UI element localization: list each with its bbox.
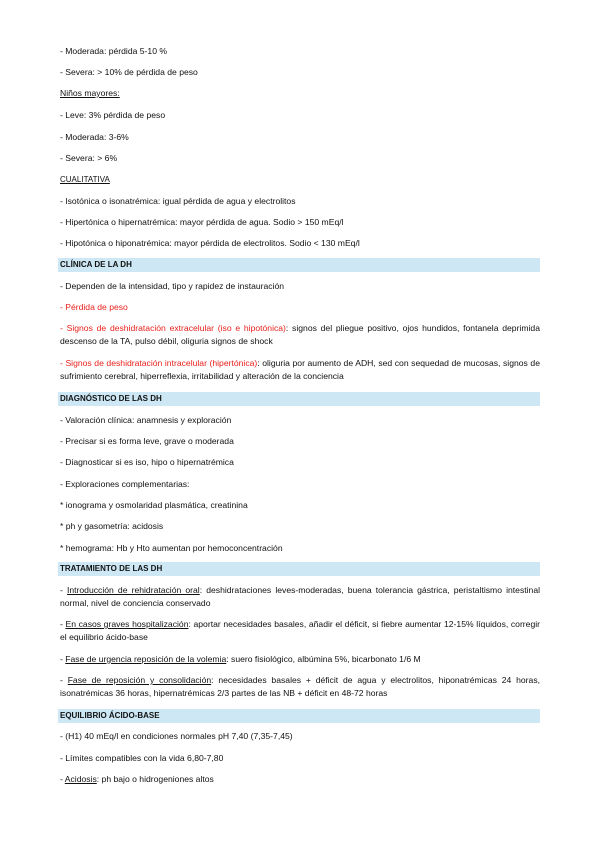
- text-line: * ionograma y osmolaridad plasmática, creatinina: [60, 500, 248, 510]
- underlined-label: Fase de urgencia reposición de la volemia: [65, 654, 227, 664]
- text-line: - Hipertónica o hipernatrémica: mayor pérdida de agua. Sodio > 150 mEq/l: [60, 217, 344, 227]
- underlined-label: Fase de reposición y consolidación: [67, 675, 212, 685]
- red-label: - Signos de deshidratación extracelular (iso e hipotónica): [60, 323, 286, 333]
- text-line: - Diagnosticar si es iso, hipo o hipernatrémica: [60, 457, 234, 467]
- text-line: - Valoración clínica: anamnesis y exploración: [60, 415, 232, 425]
- paragraph-text: : suero fisiológico, albúmina 5%, bicarbonato 1/6 M: [226, 654, 421, 664]
- text-line: - Dependen de la intensidad, tipo y rapidez de instauración: [60, 281, 285, 291]
- paragraph-intracelular: [60, 357, 540, 383]
- red-label: - Signos de deshidratación intracelular (hipertónica): [60, 358, 258, 368]
- section-heading-tratamiento: TRATAMIENTO DE LAS DH: [58, 562, 540, 576]
- dash: -: [60, 619, 66, 629]
- paragraph-rehidratacion-oral: [60, 584, 540, 610]
- text-line: - Exploraciones complementarias:: [60, 479, 190, 489]
- paragraph-text: : deshidrataciones leves-moderadas, buena tolerancia gástrica, peristaltismo intestinal normal, nivel de conciencia conservado: [60, 585, 541, 608]
- text-line: - (H1) 40 mEq/l en condiciones normales pH 7,40 (7,35-7,45): [60, 731, 293, 741]
- text-line-acidosis: [60, 774, 540, 785]
- text-line: - Moderada: 3-6%: [60, 132, 129, 142]
- dash: -: [60, 774, 65, 784]
- text-line: - Hipotónica o hiponatrémica: mayor pérdida de electrolitos. Sodio < 130 mEq/l: [60, 238, 360, 248]
- paragraph-extracelular: [60, 322, 540, 348]
- text-line: - Isotónica o isonatrémica: igual pérdida de agua y electrolitos: [60, 196, 296, 206]
- underlined-label: Introducción de rehidratación oral: [66, 585, 200, 595]
- paragraph-text: : ph bajo o hidrogeniones altos: [96, 774, 214, 784]
- paragraph-text: : oliguria por aumento de ADH, sed con sequedad de mucosas, signos de sufrimiento cerebral, hiperreflexia, irritabilidad y alteración de la conciencia: [60, 358, 540, 381]
- text-line: * ph y gasometría: acidosis: [60, 521, 164, 531]
- text-line: - Severa: > 10% de pérdida de peso: [60, 67, 198, 77]
- dash: -: [60, 654, 66, 664]
- underlined-label: Acidosis: [64, 774, 97, 784]
- section-heading-diagnostico: DIAGNÓSTICO DE LAS DH: [58, 392, 540, 406]
- paragraph-text: : necesidades basales + déficit de agua y electrolitos, hiponatrémicas 24 horas, isonatrémicas 36 horas, hipernatrémicas 2/3 partes de las NB + déficit en 48-72 horas: [60, 675, 541, 698]
- subheading-cualitativa: CUALITATIVA: [60, 175, 110, 184]
- paragraph-fase-reposicion: [60, 674, 540, 700]
- underlined-label: En casos graves hospitalización: [65, 619, 189, 629]
- paragraph-text: : signos del pliegue positivo, ojos hundidos, fontanela deprimida descenso de la TA, pulso débil, oliguria signos de shock: [60, 323, 540, 346]
- dash: -: [60, 675, 68, 685]
- text-line: - Severa: > 6%: [60, 153, 118, 163]
- text-line: - Leve: 3% pérdida de peso: [60, 110, 166, 120]
- paragraph-fase-urgencia: [60, 653, 540, 666]
- text-line: - Límites compatibles con la vida 6,80-7,80: [60, 753, 224, 763]
- subheading-ninos-mayores: Niños mayores:: [60, 88, 120, 98]
- dash: -: [60, 585, 67, 595]
- text-line: - Moderada: pérdida 5-10 %: [60, 46, 168, 56]
- text-line: * hemograma: Hb y Hto aumentan por hemoconcentración: [60, 543, 283, 553]
- text-line: - Precisar si es forma leve, grave o moderada: [60, 436, 234, 446]
- section-heading-acido-base: EQUILIBRIO ÁCIDO-BASE: [58, 709, 540, 723]
- paragraph-casos-graves: [60, 618, 540, 644]
- paragraph-text: : aportar necesidades basales, añadir el déficit, si fiebre aumentar 12-15% líquidos, corregir el equilibrio ácido-base: [60, 619, 540, 642]
- text-line-red: - Pérdida de peso: [60, 302, 128, 312]
- section-heading-clinica: CLÍNICA DE LA DH: [58, 258, 540, 272]
